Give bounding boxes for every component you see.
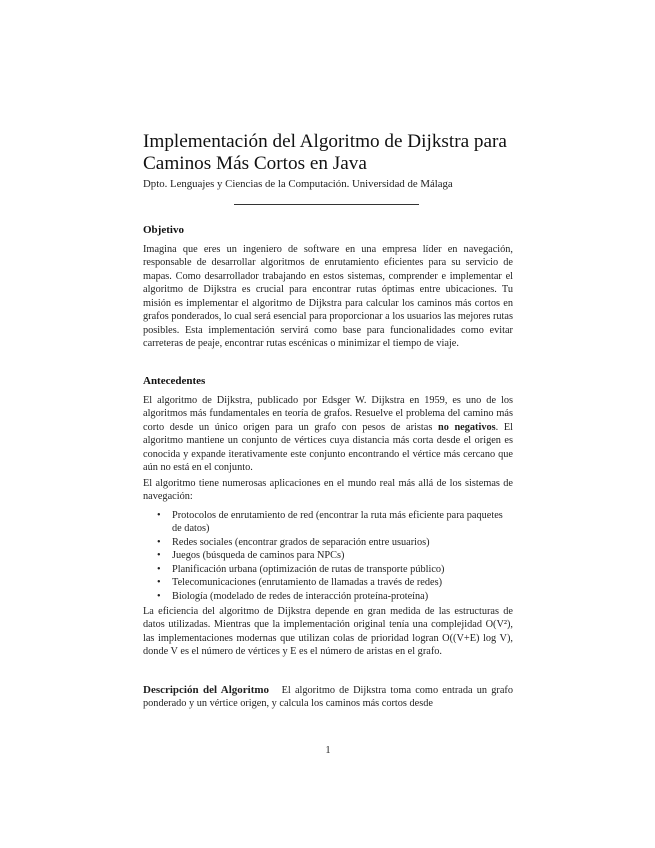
list-item: • Juegos (búsqueda de caminos para NPCs): [157, 550, 345, 562]
bullet-icon: •: [157, 563, 161, 575]
page-number: 1: [325, 745, 331, 756]
bullet-icon: •: [157, 536, 161, 548]
bullet-icon: •: [157, 577, 161, 589]
section-heading-antecedentes: Antecedentes: [143, 375, 206, 387]
objetivo-paragraph: Imagina que eres un ingeniero de software en una empresa líder en navegación, responsable de desarrollar algoritmos de enrutamiento eficientes para su servicio de mapas. Como desarrollador trabajando en estos sistemas, comprender e implementar el algoritmo de Dijkstra es crucial para encontrar rutas óptimas entre ubicaciones. Tu misión es implementar el algoritmo de Dijkstra para calcular los caminos más cortos en grafos ponderados, lo cual será esencial para proporcionar a los usuarios las mejores rutas posibles. Esta implementación servirá como base para funcionalidades como evitar carreteras de peaje, encontrar rutas escénicas o minimizar el tiempo de viaje.: [143, 244, 513, 350]
list-item: • Protocolos de enrutamiento de red (encontrar la ruta más eficiente para paquetes de datos): [157, 510, 503, 535]
section-heading-descripcion: Descripción del Algoritmo: [143, 684, 270, 696]
section-heading-objetivo: Objetivo: [143, 224, 184, 236]
list-item: • Redes sociales (encontrar grados de separación entre usuarios): [157, 536, 430, 548]
antecedentes-p1-text-after: . El algoritmo mantiene un conjunto de vértices cuya distancia más corta desde el origen es conocida y expande iterativamente este conjunto encontrando el vértice más cercano que aún no está en el conjunto.: [143, 421, 513, 474]
document-page: [143, 0, 513, 848]
bullet-icon: •: [157, 510, 161, 521]
applications-list: [143, 509, 513, 603]
antecedentes-p1-bold: no negativos: [437, 421, 496, 433]
descripcion-text: El algoritmo de Dijkstra toma como entrada un grafo ponderado y un vértice origen, y calcula los caminos más cortos desde: [143, 685, 513, 710]
antecedentes-paragraph-1: [143, 394, 513, 475]
antecedentes-paragraph-3: La eficiencia del algoritmo de Dijkstra depende en gran medida de las estructuras de datos utilizadas. Mientras que la implementación original tenía una complejidad O(V²), las implementaciones modernas que utilizan colas de prioridad logran O((V+E) log V), donde V es el número de vértices y E es el número de aristas en el grafo.: [143, 606, 513, 658]
antecedentes-p1-text-before: El algoritmo de Dijkstra, publicado por Edsger W. Dijkstra en 1959, es uno de los algoritmos más fundamentales en teoría de grafos. Resuelve el problema del camino más corto desde un único origen para un grafo con pesos de aristas: [143, 395, 513, 433]
list-item: • Telecomunicaciones (enrutamiento de llamadas a través de redes): [157, 577, 443, 589]
descripcion-paragraph: [143, 684, 513, 711]
antecedentes-paragraph-2: El algoritmo tiene numerosas aplicaciones en el mundo real más allá de los sistemas de navegación:: [143, 478, 513, 503]
bullet-icon: •: [157, 550, 161, 562]
list-item: • Planificación urbana (optimización de rutas de transporte público): [157, 563, 445, 575]
list-item: • Biología (modelado de redes de interacción proteína-proteína): [157, 590, 429, 602]
affiliation: Dpto. Lenguajes y Ciencias de la Computación. Universidad de Málaga: [143, 178, 453, 190]
bullet-icon: •: [157, 590, 161, 602]
title-divider: [234, 204, 419, 205]
document-title: Implementación del Algoritmo de Dijkstra para Caminos Más Cortos en Java: [143, 131, 507, 174]
